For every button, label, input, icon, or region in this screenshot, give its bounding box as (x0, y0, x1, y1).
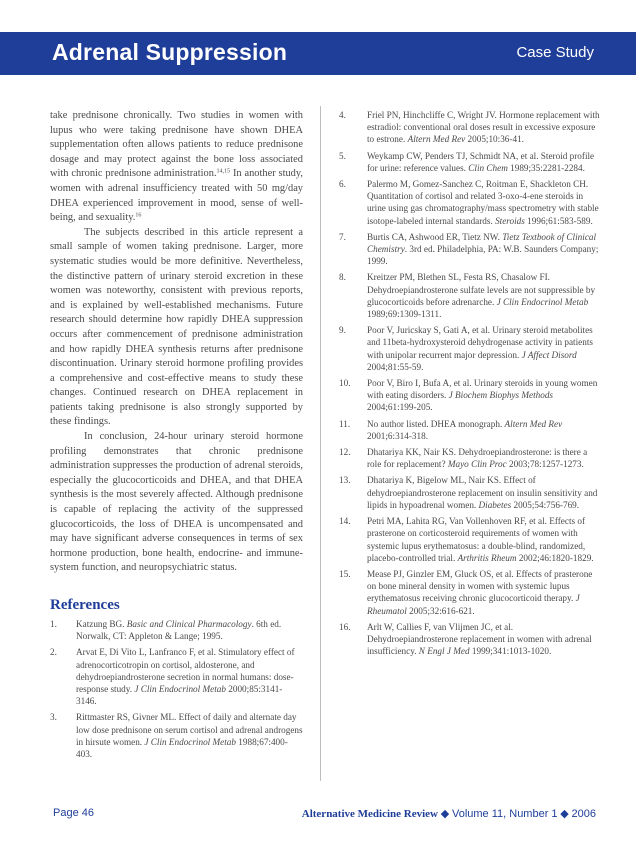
reference-item: 13. Dhatariya K, Bigelow ML, Nair KS. Effect of dehydroepiandrosterone replacement on insulin sensitivity and lipids in hypoadrenal women. Diabetes 2005;54:756-769. (339, 475, 598, 510)
journal-year: 2006 (571, 808, 596, 820)
citation-superscript: 16 (135, 212, 142, 219)
article-type: Case Study (516, 44, 594, 61)
reference-item: 12. Dhatariya KK, Nair KS. Dehydroepiandrosterone: is there a role for replacement? Mayo Clin Proc 2003;78:1257-1273. (339, 447, 588, 470)
reference-list-right (339, 109, 601, 657)
reference-item: 6. Palermo M, Gomez-Sanchez C, Roitman E, Shackleton CH. Quantitation of cortisol and related 3-oxo-4-ene steroids in urine using gas chromatography/mass spectrometry with stable isotope-labeled internal standards. Steroids 1996;61:583-589. (339, 179, 599, 226)
citation-superscript: 14,15 (216, 168, 231, 175)
diamond-separator-icon: ◆ (560, 808, 569, 820)
references-heading: References (50, 597, 120, 613)
paragraph-1: take prednisone chronically. Two studies in women with lupus who were taking prednisone have shown DHEA supplementation often allows patients to reduce prednisone dosage and may protect against the bone loss associated with chronic prednisone administration.$^{14,15}$ In another study, women with adrenal insufficiency treated with 50 mg/day DHEA experienced improvement in mood, sense of well-being, and sexuality.$^{16}$ (50, 110, 303, 224)
reference-item: 3. Rittmaster RS, Givner ML. Effect of daily and alternate day low dose prednisone on serum cortisol and adrenal androgens in hirsute women. J Clin Endocrinol Metab 1988;67:400-403. (50, 712, 303, 760)
page-number: Page 46 (53, 807, 94, 819)
reference-item: 8. Kreitzer PM, Blethen SL, Festa RS, Chasalow FI. Dehydroepiandrosterone sulfate levels are not suppressible by glucocorticoids before adrenarche. J Clin Endocrinol Metab 1989;69:1309-1311. (339, 272, 596, 320)
reference-item: 9. Poor V, Juricskay S, Gati A, et al. Urinary steroid metabolites and 11beta-hydroxysteroid dehydrogenase activity in patients with unipolar recurrent major depression. J Affect Disord 2004;81:55-59. (339, 325, 593, 372)
page-header (0, 32, 636, 75)
paragraph-2: The subjects described in this article represent a small sample of women taking prednisone. Larger, more systematic studies would be more definitive. Nevertheless, the distinctive pattern of urinary steroid excretion in these women was noteworthy, consistent with previous reports, and is explained by well-established mechanisms. Future research should determine how rapidly DHEA suppression occurs after commencement of prednisone administration and how rapidly DHEA synthesis returns after prednisone discontinuation. Urinary steroid hormone profiling provides a comprehensive and cost-effective means to study these changes. Continued research on DHEA replacement in patients taking prednisone is also strongly supported by these findings. (50, 226, 303, 428)
reference-item: 2. Arvat E, Di Vito L, Lanfranco F, et al. Stimulatory effect of adrenocorticotropin on cortisol, aldosterone, and dehydroepiandrosterone secretion in normal humans: dose-response study. J Clin Endocrinol Metab 2000;85:3141-3146. (50, 647, 295, 707)
reference-item: 15. Mease PJ, Ginzler EM, Gluck OS, et al. Effects of prasterone on bone mineral density in women with systemic lupus erythematosus receiving chronic glucocorticoid therapy. J Rheumatol 2005;32:616-621. (339, 568, 593, 616)
reference-item: 14. Petri MA, Lahita RG, Van Vollenhoven RF, et al. Effects of prasterone on corticosteroid requirements of women with systemic lupus erythematosus: a double-blind, randomized, placebo-controlled trial. Arthritis Rheum 2002;46:1820-1829. (339, 516, 594, 563)
reference-item: 4. Friel PN, Hinchcliffe C, Wright JV. Hormone replacement with estradiol: conventional oral doses result in excessive exposure to estrone. Altern Med Rev 2005;10:36-41. (339, 110, 600, 145)
section-title: Adrenal Suppression (52, 39, 288, 65)
journal-issue: Volume 11, Number 1 (451, 808, 558, 820)
paragraph-3: In conclusion, 24-hour urinary steroid hormone profiling demonstrates that chronic prednisone administration suppresses the production of adrenal steroids, especially the glucocorticoids and DHEA, and that DHEA synthesis is the most severely affected. Although prednisone is capable of replacing the activity of the suppressed glucocorticoids, the loss of DHEA is uncompensated and may have significant adverse consequences in terms of sex hormone production, bone health, endocrine- and immune-system function, and neuropsychiatric status. (50, 431, 303, 574)
reference-item: 5. Weykamp CW, Penders TJ, Schmidt NA, et al. Steroid profile for urine: reference values. Clin Chem 1989;35:2281-2284. (339, 150, 595, 173)
reference-item: 7. Burtis CA, Ashwood ER, Tietz NW. Tietz Textbook of Clinical Chemistry. 3rd ed. Philadelphia, PA: W.B. Saunders Company; 1999. (339, 231, 599, 267)
reference-item: 1. Katzung BG. Basic and Clinical Pharmacology. 6th ed. Norwalk, CT: Appleton & Lange; 1995. (50, 619, 282, 642)
journal-name: Alternative Medicine Review (301, 808, 438, 820)
body-text (50, 109, 303, 576)
reference-list-left (50, 618, 303, 760)
left-column (50, 109, 303, 764)
diamond-separator-icon: ◆ (440, 808, 450, 820)
reference-item: 11. No author listed. DHEA monograph. Altern Med Rev 2001;6:314-318. (339, 418, 563, 441)
reference-item: 16. Arlt W, Callies F, van Vlijmen JC, et al. Dehydroepiandrosterone replacement in women with adrenal insufficiency. N Engl J Med 1999;341:1013-1020. (339, 621, 592, 657)
right-column (339, 109, 601, 661)
reference-item: 10. Poor V, Biro I, Bufa A, et al. Urinary steroids in young women with eating disorders. J Biochem Biophys Methods 2004;61:199-205. (339, 378, 598, 413)
column-divider (320, 106, 321, 781)
journal-footer (302, 807, 596, 820)
